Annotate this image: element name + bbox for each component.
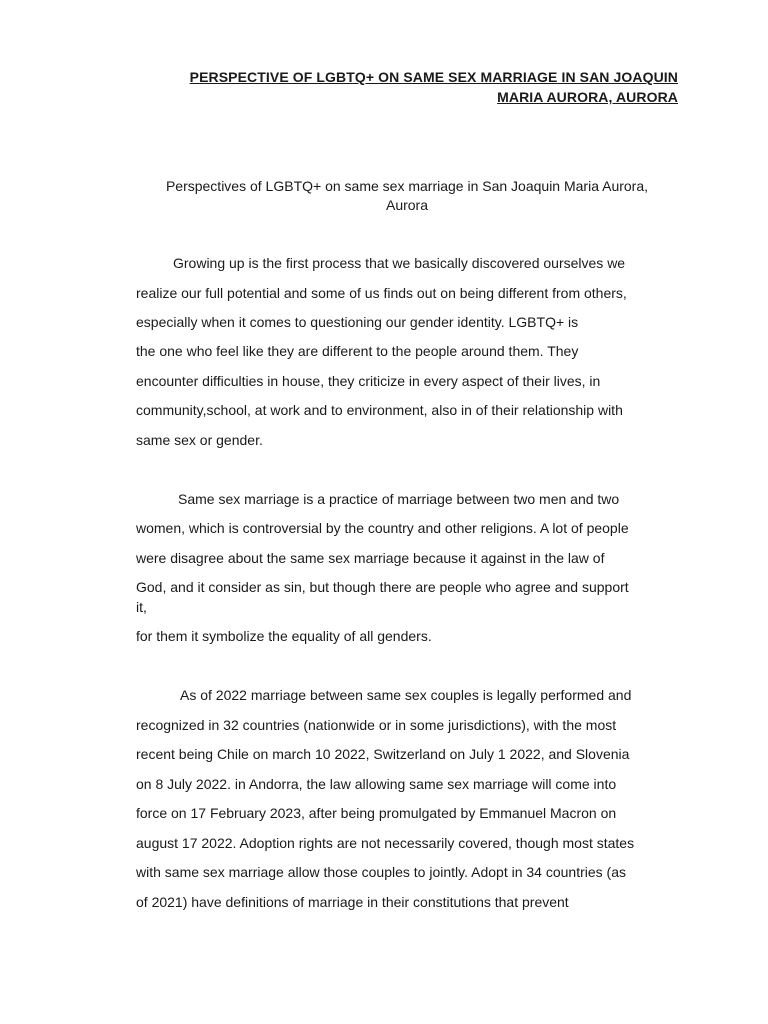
document-title-line-1: PERSPECTIVE OF LGBTQ+ ON SAME SEX MARRIAGE IN SAN JOAQUIN xyxy=(189,69,678,85)
paragraph-1-line: Growing up is the first process that we basically discovered ourselves we xyxy=(173,255,626,271)
paragraph-1-line: encounter difficulties in house, they criticize in every aspect of their lives, in xyxy=(136,373,601,389)
paragraph-2-line: it, xyxy=(136,599,147,615)
paragraph-1-line: community,school, at work and to environment, also in of their relationship with xyxy=(136,402,623,418)
paragraph-2-line: women, which is controversial by the country and other religions. A lot of people xyxy=(136,520,629,536)
paragraph-1-line: especially when it comes to questioning our gender identity. LGBTQ+ is xyxy=(136,314,579,330)
document-title-line-2: MARIA AURORA, AURORA xyxy=(497,89,678,105)
paragraph-1-line: same sex or gender. xyxy=(136,432,263,448)
paragraph-1-line: realize our full potential and some of us finds out on being different from others, xyxy=(136,285,627,301)
paragraph-2-line: Same sex marriage is a practice of marriage between two men and two xyxy=(178,491,620,507)
paragraph-3-line: august 17 2022. Adoption rights are not necessarily covered, though most states xyxy=(136,835,635,851)
paragraph-2-line: were disagree about the same sex marriage because it against in the law of xyxy=(136,550,605,566)
paragraph-3-line: As of 2022 marriage between same sex couples is legally performed and xyxy=(180,687,632,703)
paragraph-3-line: recent being Chile on march 10 2022, Switzerland on July 1 2022, and Slovenia xyxy=(136,746,630,762)
paragraph-3-line: force on 17 February 2023, after being promulgated by Emmanuel Macron on xyxy=(136,805,617,821)
paragraph-2-line: God, and it consider as sin, but though there are people who agree and support xyxy=(136,579,629,595)
paragraph-3-line: recognized in 32 countries (nationwide or in some jurisdictions), with the most xyxy=(136,717,617,733)
paragraph-3-line: on 8 July 2022. in Andorra, the law allowing same sex marriage will come into xyxy=(136,776,617,792)
document-subtitle-line-1: Perspectives of LGBTQ+ on same sex marriage in San Joaquin Maria Aurora, xyxy=(165,178,649,194)
document-subtitle-line-2: Aurora xyxy=(385,197,429,213)
paragraph-1-line: the one who feel like they are different to the people around them. They xyxy=(136,343,579,359)
paragraph-3-line: with same sex marriage allow those couples to jointly. Adopt in 34 countries (as xyxy=(136,864,626,880)
paragraph-3-line: of 2021) have definitions of marriage in their constitutions that prevent xyxy=(136,894,569,910)
paragraph-2-line: for them it symbolize the equality of all genders. xyxy=(136,628,432,644)
